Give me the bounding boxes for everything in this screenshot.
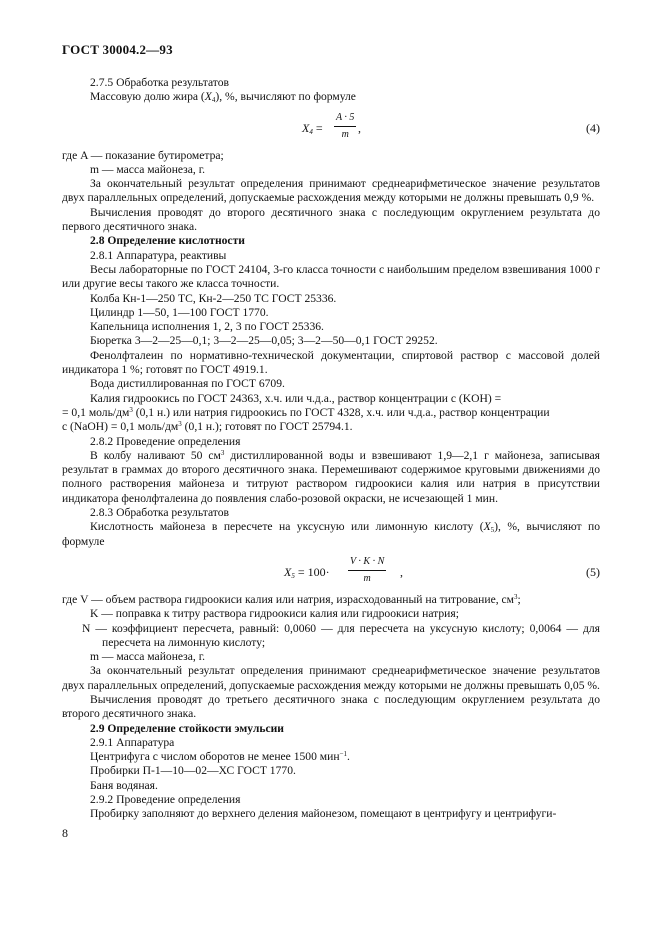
formula-4-lhs: $X_4$ = bbox=[302, 120, 323, 136]
formula-4-numerator: A · 5 bbox=[334, 111, 356, 127]
formula-5-denominator: m bbox=[363, 573, 371, 585]
reagent-koh-line-2: = 0,1 моль/$дм^3$ (0,1 н.) или натрия гидроокись по ГОСТ 4328, х.ч. или ч.д.а., раствор концентрации bbox=[62, 405, 550, 419]
procedure-acidity: В колбу наливают 50 $см^3$ дистиллированной воды и взвешивают 1,9—2,1 г майонеза, записывая результат в граммах до второго десятичного знака. Перемешивают содержимое круговыми движениями до полного растворения майонеза и титруют раствором гидроокиси калия или натрия в присутствии индикатора фенолфталеина до появления слабо-розовой окраски, не исчезающей 1 мин. bbox=[62, 448, 600, 505]
reagent-koh-line-1: Калия гидроокись по ГОСТ 24363, х.ч. или ч.д.а., раствор концентрации c (KOH) = bbox=[90, 391, 502, 405]
formula-5-fraction bbox=[348, 555, 386, 587]
rounding-4: Вычисления проводят до второго десятичного знака с последующим округлением результата до первого десятичного знака. bbox=[62, 205, 600, 234]
section-2-8-3-title: 2.8.3 Обработка результатов bbox=[90, 506, 229, 520]
formula-5-number: (5) bbox=[586, 564, 600, 579]
procedure-emulsion: Пробирку заполняют до верхнего деления майонезом, помещают в центрифугу и центрифуги- bbox=[90, 807, 557, 821]
document-body bbox=[62, 76, 600, 822]
running-header: ГОСТ 30004.2—93 bbox=[62, 42, 173, 57]
page-number: 8 bbox=[62, 826, 68, 840]
section-2-9-title: 2.9 Определение стойкости эмульсии bbox=[90, 721, 284, 735]
formula-4-tail: , bbox=[358, 120, 361, 135]
section-2-9-2-title: 2.9.2 Проведение определения bbox=[90, 793, 241, 807]
equipment-dropper: Капельница исполнения 1, 2, 3 по ГОСТ 25336. bbox=[90, 320, 324, 334]
formula-4-number: (4) bbox=[586, 120, 600, 135]
equipment-cylinder: Цилиндр 1—50, 1—100 ГОСТ 1770. bbox=[90, 305, 269, 319]
formula-5-tail: , bbox=[400, 564, 403, 579]
equipment-flask: Колба Кн-1—250 ТС, Кн-2—250 ТС ГОСТ 25336. bbox=[90, 291, 337, 305]
formula-4-denominator: m bbox=[341, 128, 349, 140]
reagent-water: Вода дистиллированная по ГОСТ 6709. bbox=[90, 377, 285, 391]
formula-5-lhs: $X_5 = 100\cdot$ bbox=[284, 564, 330, 580]
equipment-centrifuge: Центрифуга с числом оборотов не менее 1500 мин$^{-1}$. bbox=[90, 750, 350, 764]
section-2-7-5-title: 2.7.5 Обработка результатов bbox=[90, 76, 229, 89]
reagent-phenolphthalein: Фенолфталеин по нормативно-технической документации, спиртовой раствор с массовой долей индикатора 1 %; готовят по ГОСТ 4919.1. bbox=[62, 348, 600, 377]
final-result-5: За окончательный результат определения принимают среднеарифметическое значение результатов двух параллельных определений, допускаемые расхождения между которыми не должны превышать 0,05 %. bbox=[62, 664, 600, 692]
section-2-8-1-title: 2.8.1 Аппаратура, реактивы bbox=[90, 248, 227, 262]
where-m-5: m — масса майонеза, г. bbox=[90, 650, 206, 664]
section-2-9-1-title: 2.9.1 Аппаратура bbox=[90, 735, 175, 749]
where-v: где V — объем раствора гидроокиси калия или натрия, израсходованный на титрование, $см^3$; bbox=[62, 592, 521, 606]
where-k: K — поправка к титру раствора гидроокиси калия или гидроокиси натрия; bbox=[90, 607, 459, 621]
formula-5 bbox=[62, 555, 600, 589]
final-result-4: За окончательный результат определения принимают среднеарифметическое значение результатов двух параллельных определений, допускаемые расхождения между которыми не должны превышать 0,9 %. bbox=[62, 177, 600, 205]
formula-4-fraction bbox=[334, 111, 356, 143]
formula-5-intro: Кислотность майонеза в пересчете на уксусную или лимонную кислоту $(X_5)$, %, вычисляют по формуле bbox=[62, 520, 600, 548]
where-m-4: m — масса майонеза, г. bbox=[90, 162, 206, 176]
section-2-8-title: 2.8 Определение кислотности bbox=[90, 234, 245, 248]
where-n: N — коэффициент пересчета, равный: 0,0060 — для пересчета на уксусную кислоту; 0,0064 — для пересчета на лимонную кислоту; bbox=[82, 621, 600, 649]
equipment-scales: Весы лабораторные по ГОСТ 24104, 3-го класса точности с наибольшим пределом взвешивания 1000 г или другие весы такого же класса точности. bbox=[62, 262, 600, 291]
section-2-8-2-title: 2.8.2 Проведение определения bbox=[90, 434, 241, 448]
reagent-koh-line-3: c (NaOH) = 0,1 моль/$дм^3$ (0,1 н.); готовят по ГОСТ 25794.1. bbox=[62, 420, 353, 434]
equipment-bath: Баня водяная. bbox=[90, 778, 158, 792]
equipment-burette: Бюретка 3—2—25—0,1; 3—2—25—0,05; 3—2—50—0,1 ГОСТ 29252. bbox=[90, 334, 438, 348]
formula-4 bbox=[62, 111, 600, 145]
formula-5-numerator: V · K · N bbox=[348, 555, 386, 571]
equipment-tubes: Пробирки П-1—10—02—ХС ГОСТ 1770. bbox=[90, 764, 296, 778]
formula-4-intro: Массовую долю жира $(X_4)$, %, вычисляют по формуле bbox=[90, 90, 356, 105]
where-a: где A — показание бутирометра; bbox=[62, 148, 224, 162]
rounding-5: Вычисления проводят до третьего десятичного знака с последующим округлением результата до второго десятичного знака. bbox=[62, 692, 600, 721]
